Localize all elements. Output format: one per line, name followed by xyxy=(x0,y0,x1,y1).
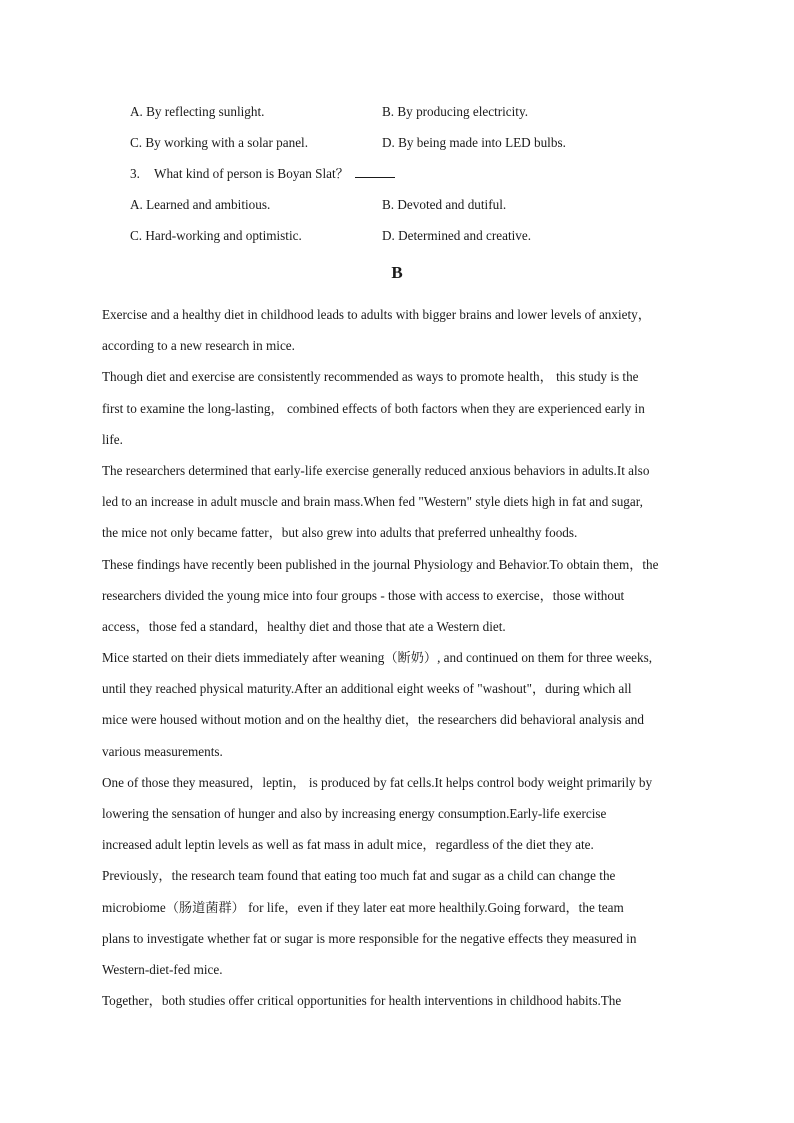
passage-line: access，those fed a standard，healthy diet and those that ate a Western diet. xyxy=(102,618,506,634)
option-row-q2-cd xyxy=(130,133,730,153)
passage-line: Previously，the research team found that eating too much fat and sugar as a child can change the xyxy=(102,868,616,884)
passage-line: These findings have recently been published in the journal Physiology and Behavior.To obtain them，the xyxy=(102,556,659,572)
option-row-q3-cd xyxy=(130,226,730,246)
passage-line: increased adult leptin levels as well as fat mass in adult mice，regardless of the diet they ate. xyxy=(102,837,594,853)
passage-line: researchers divided the young mice into four groups - those with access to exercise，those without xyxy=(102,587,625,603)
option-q2-a: A. By reflecting sunlight. xyxy=(130,104,265,119)
passage-line: until they reached physical maturity.After an additional eight weeks of "washout"，during which all xyxy=(102,681,632,697)
passage-line: various measurements. xyxy=(102,743,223,759)
passage-line: Exercise and a healthy diet in childhood leads to adults with bigger brains and lower levels of anxiety， xyxy=(102,307,651,322)
passage-line: Mice started on their diets immediately after weaning（断奶）, and continued on them for three weeks, xyxy=(102,650,653,666)
passage-line: Western-diet-fed mice. xyxy=(102,961,223,977)
answer-blank xyxy=(355,164,395,178)
passage-line: microbiome（肠道菌群） for life，even if they later eat more healthily.Going forward，the team xyxy=(102,899,624,915)
question-number: 3. xyxy=(130,166,140,181)
option-q2-c: C. By working with a solar panel. xyxy=(130,135,309,150)
reading-passage xyxy=(102,299,702,1016)
question-3 xyxy=(130,164,395,184)
passage-line: plans to investigate whether fat or sugar is more responsible for the negative effects they measured in xyxy=(102,930,637,946)
passage-line: first to examine the long-lasting， combined effects of both factors when they are experienced early in xyxy=(102,400,645,416)
option-q3-c: C. Hard-working and optimistic. xyxy=(130,228,302,243)
passage-line: led to an increase in adult muscle and brain mass.When fed "Western" style diets high in fat and sugar, xyxy=(102,494,643,510)
option-row-q3-ab xyxy=(130,195,730,215)
passage-line: One of those they measured，leptin， is produced by fat cells.It helps control body weight primarily by xyxy=(102,774,653,790)
question-text: What kind of person is Boyan Slat？ xyxy=(154,166,349,181)
option-q3-a: A. Learned and ambitious. xyxy=(130,197,271,212)
passage-line: Together，both studies offer critical opportunities for health interventions in childhood habits.The xyxy=(102,993,622,1009)
section-title: B xyxy=(391,263,403,282)
option-q2-b: B. By producing electricity. xyxy=(382,104,529,119)
option-q3-d: D. Determined and creative. xyxy=(382,228,532,243)
option-row-q2-ab xyxy=(130,102,730,122)
passage-line: lowering the sensation of hunger and also by increasing energy consumption.Early-life exercise xyxy=(102,806,607,821)
passage-line: mice were housed without motion and on the healthy diet，the researchers did behavioral analysis and xyxy=(102,712,644,728)
passage-line: life. xyxy=(102,431,123,447)
passage-line: The researchers determined that early-life exercise generally reduced anxious behaviors in adults.It also xyxy=(102,462,650,478)
passage-line: the mice not only became fatter，but also grew into adults that preferred unhealthy foods. xyxy=(102,525,578,541)
option-q2-d: D. By being made into LED bulbs. xyxy=(382,135,566,150)
passage-line: according to a new research in mice. xyxy=(102,338,295,354)
option-q3-b: B. Devoted and dutiful. xyxy=(382,197,507,212)
passage-line: Though diet and exercise are consistently recommended as ways to promote health， this study is the xyxy=(102,369,639,385)
